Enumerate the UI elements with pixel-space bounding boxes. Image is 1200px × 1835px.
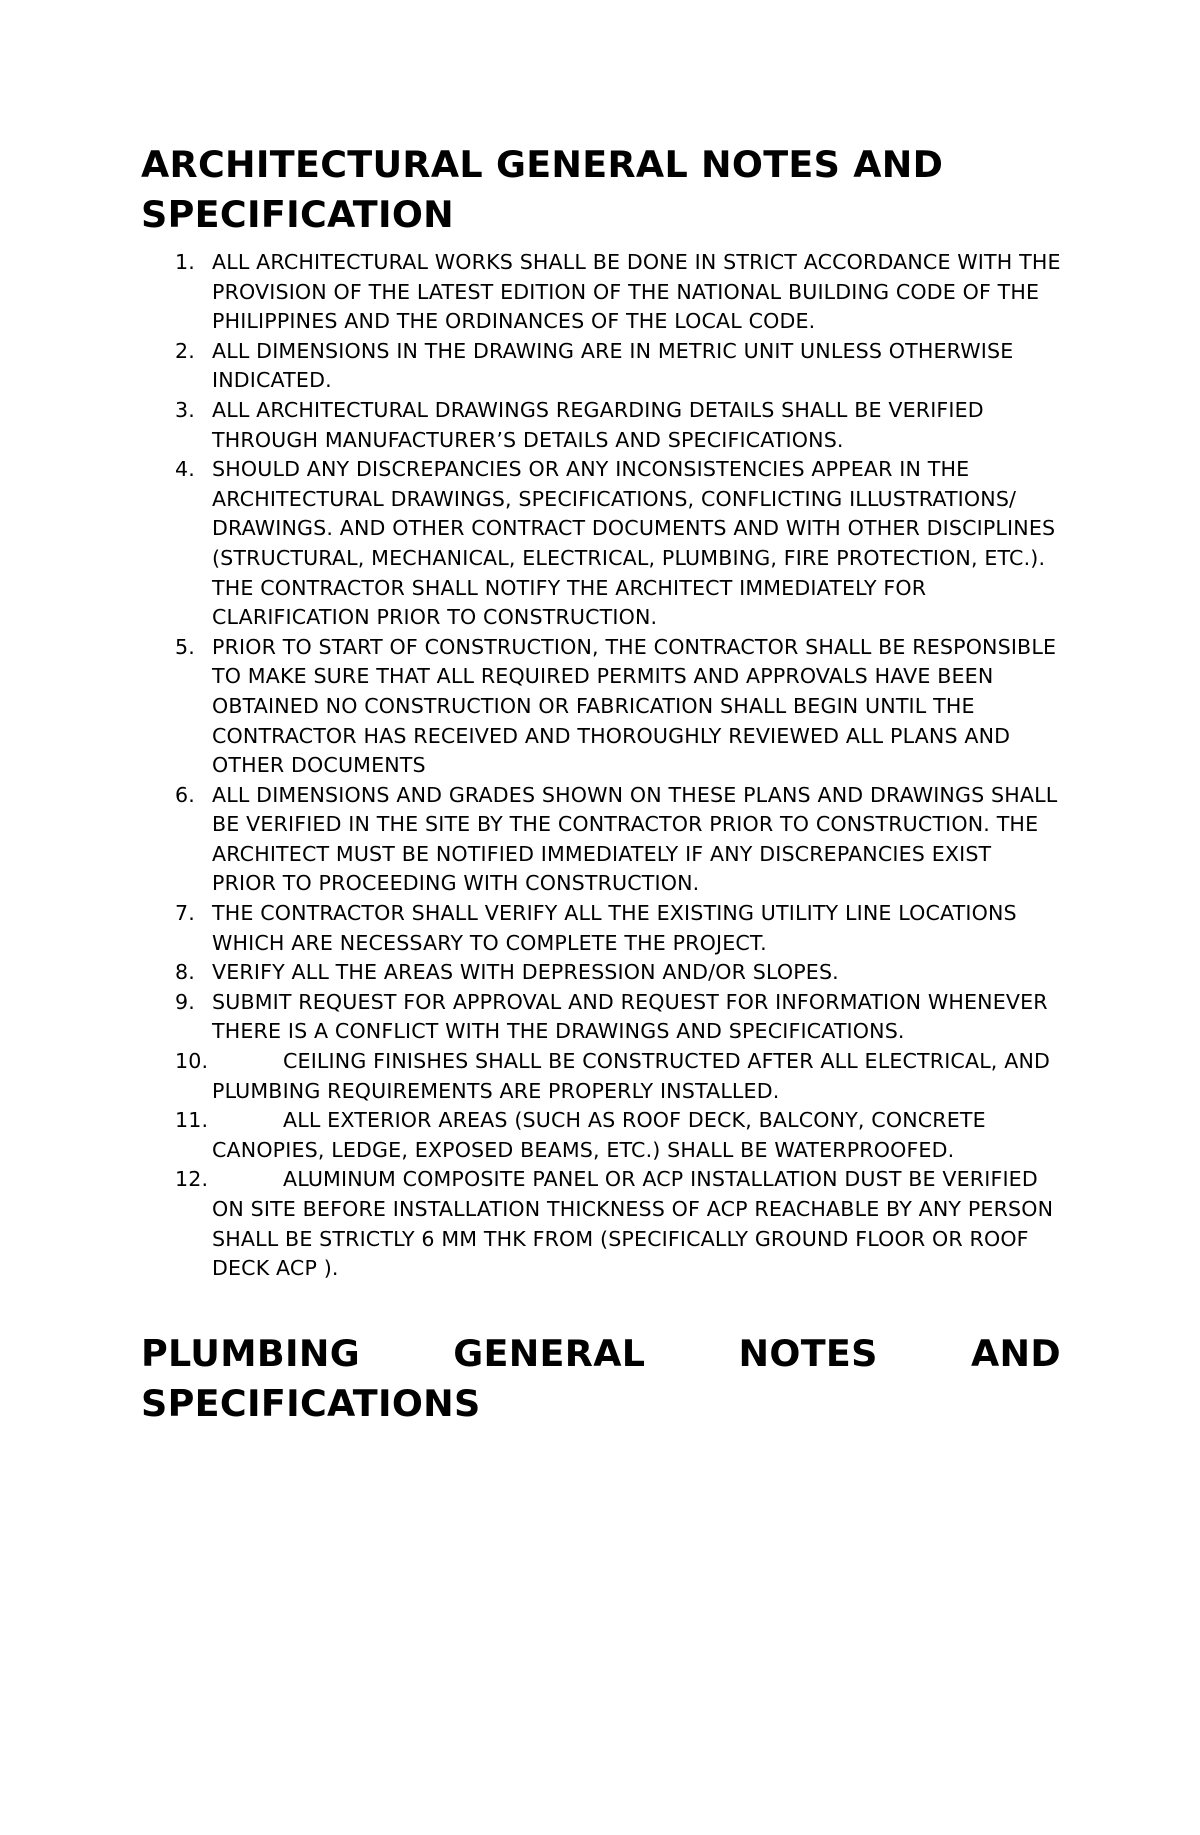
note-number: 1.	[175, 250, 195, 274]
note-number: 8.	[175, 960, 195, 985]
note-text: VERIFY ALL THE AREAS WITH DEPRESSION AND/OR SLOPES.	[212, 960, 839, 985]
note-number: 12.	[175, 1167, 209, 1192]
note-text: SHOULD ANY DISCREPANCIES OR ANY INCONSISTENCIES APPEAR IN THE ARCHITECTURAL DRAWINGS, SPECIFICATIONS, CONFLICTING ILLUSTRATIONS/ DRAWINGS. AND OTHER CONTRACT DOCUMENTS AND WITH OTHER DISCIPLINES (STRUCTURAL, MECHANICAL, ELECTRICAL, PLUMBING, FIRE PROTECTION, ETC.). THE CONTRACTOR SHALL NOTIFY THE ARCHITECT IMMEDIATELY FOR CLARIFICATION PRIOR TO CONSTRUCTION.	[212, 457, 1056, 630]
note-number: 5.	[175, 634, 195, 659]
note-text: ALL DIMENSIONS AND GRADES SHOWN ON THESE PLANS AND DRAWINGS SHALL BE VERIFIED IN THE SITE BY THE CONTRACTOR PRIOR TO CONSTRUCTION. THE ARCHITECT MUST BE NOTIFIED IMMEDIATELY IF ANY DISCREPANCIES EXIST PRIOR TO PROCEEDING WITH CONSTRUCTION.	[212, 782, 1058, 896]
note-text: ALL DIMENSIONS IN THE DRAWING ARE IN METRIC UNIT UNLESS OTHERWISE INDICATED.	[212, 338, 1014, 393]
plumbing-heading-word: PLUMBING	[141, 1331, 360, 1375]
list-item	[141, 1047, 1061, 1106]
list-item	[141, 248, 1061, 337]
plumbing-heading-word: GENERAL	[453, 1331, 646, 1375]
note-number: 10.	[175, 1049, 209, 1074]
note-text: CEILING FINISHES SHALL BE CONSTRUCTED AFTER ALL ELECTRICAL, AND PLUMBING REQUIREMENTS ARE PROPERLY INSTALLED.	[212, 1049, 1051, 1103]
note-number: 2.	[175, 338, 195, 363]
plumbing-heading-line1	[141, 1329, 1061, 1379]
note-text: ALUMINUM COMPOSITE PANEL OR ACP INSTALLATION DUST BE VERIFIED ON SITE BEFORE INSTALLATION THICKNESS OF ACP REACHABLE BY ANY PERSON SHALL BE STRICTLY 6 MM THK FROM (SPECIFICALLY GROUND FLOOR OR ROOF DECK ACP ).	[212, 1167, 1054, 1281]
note-number: 9.	[175, 989, 195, 1014]
note-text: THE CONTRACTOR SHALL VERIFY ALL THE EXISTING UTILITY LINE LOCATIONS WHICH ARE NECESSARY TO COMPLETE THE PROJECT.	[212, 901, 1017, 955]
architectural-heading-line1: ARCHITECTURAL GENERAL NOTES AND	[141, 143, 944, 186]
note-text: ALL EXTERIOR AREAS (SUCH AS ROOF DECK, BALCONY, CONCRETE CANOPIES, LEDGE, EXPOSED BEAMS, ETC.) SHALL BE WATERPROOFED.	[212, 1108, 986, 1162]
list-item	[141, 781, 1061, 899]
architectural-notes-heading	[141, 140, 1061, 240]
list-item	[141, 455, 1061, 633]
note-text-wrapper	[212, 1106, 1061, 1165]
list-item	[141, 988, 1061, 1047]
note-text: PRIOR TO START OF CONSTRUCTION, THE CONTRACTOR SHALL BE RESPONSIBLE TO MAKE SURE THAT ALL REQUIRED PERMITS AND APPROVALS HAVE BEEN OBTAINED NO CONSTRUCTION OR FABRICATION SHALL BEGIN UNTIL THE CONTRACTOR HAS RECEIVED AND THOROUGHLY REVIEWED ALL PLANS AND OTHER DOCUMENTS	[212, 634, 1057, 778]
plumbing-heading-word: AND	[970, 1331, 1061, 1375]
note-number: 11.	[175, 1108, 209, 1133]
list-item	[141, 1106, 1061, 1165]
plumbing-heading-word: NOTES	[738, 1331, 878, 1375]
list-item	[141, 1165, 1061, 1283]
list-item	[141, 899, 1061, 958]
architectural-heading-line2: SPECIFICATION	[141, 193, 455, 236]
list-item	[141, 958, 1061, 988]
note-text: ALL ARCHITECTURAL DRAWINGS REGARDING DETAILS SHALL BE VERIFIED THROUGH MANUFACTURER’S DETAILS AND SPECIFICATIONS.	[212, 397, 984, 452]
architectural-notes-list	[141, 248, 1061, 1284]
note-number: 6.	[175, 782, 195, 807]
list-item	[141, 633, 1061, 781]
note-text: SUBMIT REQUEST FOR APPROVAL AND REQUEST FOR INFORMATION WHENEVER THERE IS A CONFLICT WITH THE DRAWINGS AND SPECIFICATIONS.	[212, 989, 1048, 1044]
plumbing-notes-heading	[141, 1329, 1061, 1429]
note-text: ALL ARCHITECTURAL WORKS SHALL BE DONE IN STRICT ACCORDANCE WITH THE PROVISION OF THE LATEST EDITION OF THE NATIONAL BUILDING CODE OF THE PHILIPPINES AND THE ORDINANCES OF THE LOCAL CODE.	[212, 250, 1061, 334]
note-text-wrapper	[212, 1165, 1061, 1283]
document-page	[141, 140, 1061, 1429]
list-item	[141, 337, 1061, 396]
note-number: 3.	[175, 397, 195, 422]
note-number: 4.	[175, 457, 195, 482]
note-text-wrapper	[212, 1047, 1061, 1106]
plumbing-heading-line2: SPECIFICATIONS	[141, 1381, 481, 1425]
note-number: 7.	[175, 901, 195, 926]
list-item	[141, 396, 1061, 455]
